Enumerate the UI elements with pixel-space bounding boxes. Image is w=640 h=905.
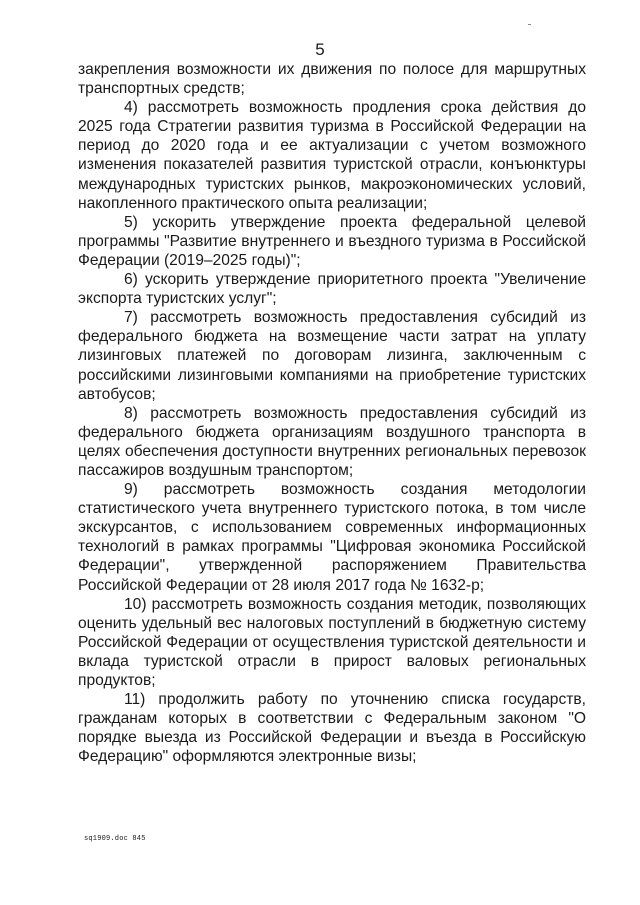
paragraph-item-6: 6) ускорить утверждение приоритетного проекта "Увеличение экспорта туристских услуг"; xyxy=(78,271,586,308)
paragraph-item-7: 7) рассмотреть возможность предоставления субсидий из федерального бюджета на возмещение части затрат на уплату лизинговых платежей по договорам лизинга, заключенным с российскими лизинговыми компаниями на приобретение туристских автобусов; xyxy=(78,309,586,403)
paragraph-item-10: 10) рассмотреть возможность создания методик, позволяющих оценить удельный вес налоговых поступлений в бюджетную систему Российской Федерации от осуществления туристской деятельности и вклада туристской отрасли в прирост валовых региональных продуктов; xyxy=(78,595,586,689)
paragraph-item-8: 8) рассмотреть возможность предоставления субсидий из федерального бюджета организациям воздушного транспорта в целях обеспечения доступности внутренних региональных перевозок пассажиров воздушным транспортом; xyxy=(78,404,586,479)
paragraph-item-4: 4) рассмотреть возможность продления срока действия до 2025 года Стратегии развития туризма в Российской Федерации на период до 2020 года и ее актуализации с учетом возможного изменения показателей развития туристской отрасли, конъюнктуры международных туристских рынков, макроэкономических условий, накопленного практического опыта реализации; xyxy=(78,99,586,212)
paragraph-continuation: закрепления возможности их движения по полосе для маршрутных транспортных средств; xyxy=(78,61,586,98)
footer-file-reference: sq1909.doc 845 xyxy=(84,835,146,843)
paragraph-item-9: 9) рассмотреть возможность создания методологии статистического учета внутреннего туристского потока, в том числе экскурсантов, с использованием современных информационных технологий в рамках программы "Цифровая экономика Российской Федерации", утвержденной распоряжением Правительства Российской Федерации от 28 июля 2017 года № 1632-р; xyxy=(78,481,586,594)
paragraph-item-11: 11) продолжить работу по уточнению списка государств, гражданам которых в соответствии с Федеральным законом "О порядке выезда из Российской Федерации и въезда в Российскую Федерацию" оформляются электронные визы; xyxy=(78,691,586,766)
page-number: 5 xyxy=(315,40,325,59)
document-body xyxy=(78,60,586,766)
scan-artifact xyxy=(528,24,531,25)
paragraph-item-5: 5) ускорить утверждение проекта федеральной целевой программы "Развитие внутреннего и въездного туризма в Российской Федерации (2019–2025 годы)"; xyxy=(78,213,586,269)
